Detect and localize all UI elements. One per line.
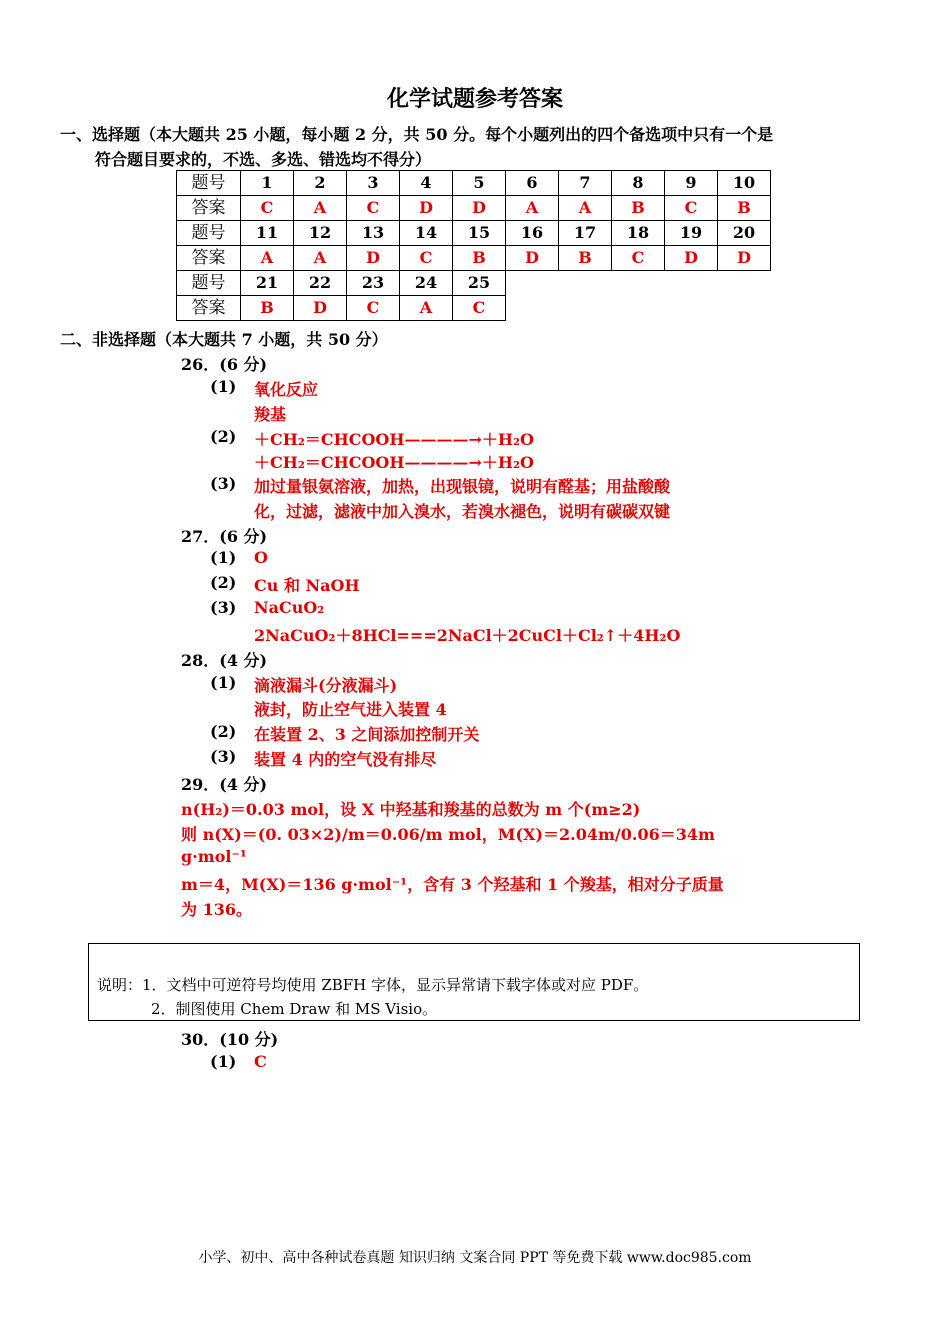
q28-part1-answer-a: 滴液漏斗(分液漏斗) bbox=[254, 676, 398, 695]
q26-part2-answer-b: ＋CH₂＝CHCOOH————→＋H₂O bbox=[254, 453, 534, 472]
note-line2: 2．制图使用 Chem Draw 和 MS Visio。 bbox=[151, 1000, 438, 1018]
empty-cell bbox=[559, 271, 612, 296]
q28-part2-label: (2) bbox=[210, 722, 237, 741]
page-title: 化学试题参考答案 bbox=[386, 86, 563, 112]
number-cell: 22 bbox=[294, 271, 347, 296]
number-row bbox=[177, 171, 771, 196]
q28-part3-label: (3) bbox=[210, 747, 237, 766]
number-cell: 10 bbox=[718, 171, 771, 196]
q28-title: 28．(4 分) bbox=[181, 651, 268, 670]
answer-cell: C bbox=[612, 246, 665, 271]
empty-cell bbox=[559, 296, 612, 321]
answer-cell: D bbox=[506, 246, 559, 271]
number-cell: 5 bbox=[453, 171, 506, 196]
answer-label-cell: 答案 bbox=[177, 246, 241, 271]
q29-line2: 则 n(X)＝(0. 03×2)/m＝0.06/m mol，M(X)＝2.04m/0.06＝34m bbox=[181, 825, 715, 844]
answer-cell: D bbox=[453, 196, 506, 221]
number-cell: 1 bbox=[241, 171, 294, 196]
number-cell: 4 bbox=[400, 171, 453, 196]
answer-table bbox=[176, 170, 771, 321]
answer-cell: A bbox=[559, 196, 612, 221]
q27-title: 27．(6 分) bbox=[181, 527, 268, 546]
answer-row bbox=[177, 296, 771, 321]
q29-line4: m＝4，M(X)＝136 g·mol⁻¹，含有 3 个羟基和 1 个羧基，相对分子质量 bbox=[181, 875, 724, 894]
number-cell: 3 bbox=[347, 171, 400, 196]
q26-part1-answer-a: 氧化反应 bbox=[254, 380, 319, 399]
number-cell: 20 bbox=[718, 221, 771, 246]
q26-part2-answer-a: ＋CH₂＝CHCOOH————→＋H₂O bbox=[254, 430, 534, 449]
q27-part3-answer-b: 2NaCuO₂＋8HCl===2NaCl＋2CuCl＋Cl₂↑＋4H₂O bbox=[254, 626, 681, 645]
answer-cell: A bbox=[294, 196, 347, 221]
number-cell: 21 bbox=[241, 271, 294, 296]
number-row bbox=[177, 271, 771, 296]
empty-cell bbox=[718, 271, 771, 296]
q26-part3-answer-b: 化，过滤，滤液中加入溴水，若溴水褪色，说明有碳碳双键 bbox=[254, 502, 671, 521]
q26-part1-answer-b: 羧基 bbox=[254, 405, 287, 424]
answer-cell: D bbox=[294, 296, 347, 321]
answer-cell: B bbox=[559, 246, 612, 271]
q30-part1-answer: C bbox=[254, 1052, 267, 1071]
number-cell: 13 bbox=[347, 221, 400, 246]
number-cell: 25 bbox=[453, 271, 506, 296]
number-label-cell: 题号 bbox=[177, 271, 241, 296]
answer-cell: D bbox=[665, 246, 718, 271]
note-box bbox=[88, 943, 860, 1021]
note-line1: 说明：1．文档中可逆符号均使用 ZBFH 字体，显示异常请下载字体或对应 PDF。 bbox=[97, 976, 649, 994]
answer-label-cell: 答案 bbox=[177, 196, 241, 221]
answer-cell: A bbox=[506, 196, 559, 221]
q28-part1-label: (1) bbox=[210, 673, 237, 692]
q27-part1-label: (1) bbox=[210, 548, 237, 567]
q27-part1-answer: O bbox=[254, 548, 268, 567]
answer-row bbox=[177, 246, 771, 271]
answer-cell: C bbox=[347, 296, 400, 321]
q30-part1-label: (1) bbox=[210, 1052, 237, 1071]
q28-part2-answer: 在装置 2、3 之间添加控制开关 bbox=[254, 725, 480, 744]
answer-cell: C bbox=[241, 196, 294, 221]
number-cell: 17 bbox=[559, 221, 612, 246]
section1-heading-line2: 符合题目要求的，不选、多选、错选均不得分） bbox=[95, 150, 432, 169]
number-cell: 8 bbox=[612, 171, 665, 196]
number-label-cell: 题号 bbox=[177, 221, 241, 246]
q29-line3: g·mol⁻¹ bbox=[181, 847, 247, 866]
empty-cell bbox=[612, 271, 665, 296]
answer-cell: C bbox=[347, 196, 400, 221]
footer: 小学、初中、高中各种试卷真题 知识归纳 文案合同 PPT 等免费下载 www.doc985.com bbox=[198, 1250, 752, 1266]
number-cell: 24 bbox=[400, 271, 453, 296]
q29-title: 29．(4 分) bbox=[181, 775, 268, 794]
empty-cell bbox=[506, 296, 559, 321]
answer-cell: C bbox=[453, 296, 506, 321]
q27-part3-answer-a: NaCuO₂ bbox=[254, 598, 325, 617]
answer-cell: B bbox=[612, 196, 665, 221]
number-cell: 14 bbox=[400, 221, 453, 246]
number-cell: 19 bbox=[665, 221, 718, 246]
answer-cell: B bbox=[241, 296, 294, 321]
answer-cell: A bbox=[241, 246, 294, 271]
q28-part3-answer: 装置 4 内的空气没有排尽 bbox=[254, 750, 437, 769]
q26-part3-label: (3) bbox=[210, 474, 237, 493]
empty-cell bbox=[665, 271, 718, 296]
answer-cell: A bbox=[400, 296, 453, 321]
empty-cell bbox=[665, 296, 718, 321]
q28-part1-answer-b: 液封，防止空气进入装置 4 bbox=[254, 700, 447, 719]
number-cell: 15 bbox=[453, 221, 506, 246]
q26-part1-label: (1) bbox=[210, 377, 237, 396]
answer-label-cell: 答案 bbox=[177, 296, 241, 321]
q27-part2-label: (2) bbox=[210, 573, 237, 592]
number-label-cell: 题号 bbox=[177, 171, 241, 196]
q26-title: 26．(6 分) bbox=[181, 355, 268, 374]
number-cell: 7 bbox=[559, 171, 612, 196]
answer-cell: B bbox=[453, 246, 506, 271]
answer-row bbox=[177, 196, 771, 221]
answer-cell: D bbox=[347, 246, 400, 271]
q27-part2-answer: Cu 和 NaOH bbox=[254, 576, 360, 595]
number-cell: 23 bbox=[347, 271, 400, 296]
answer-cell: D bbox=[718, 246, 771, 271]
empty-cell bbox=[718, 296, 771, 321]
answer-cell: B bbox=[718, 196, 771, 221]
q27-part3-label: (3) bbox=[210, 598, 237, 617]
number-cell: 2 bbox=[294, 171, 347, 196]
q26-part2-label: (2) bbox=[210, 427, 237, 446]
empty-cell bbox=[612, 296, 665, 321]
q26-part3-answer-a: 加过量银氨溶液，加热，出现银镜，说明有醛基；用盐酸酸 bbox=[254, 477, 671, 496]
section2-heading: 二、非选择题（本大题共 7 小题，共 50 分） bbox=[60, 330, 388, 349]
q29-line5: 为 136。 bbox=[181, 900, 252, 919]
number-cell: 16 bbox=[506, 221, 559, 246]
answer-cell: D bbox=[400, 196, 453, 221]
number-cell: 12 bbox=[294, 221, 347, 246]
section1-heading-line1: 一、选择题（本大题共 25 小题，每小题 2 分，共 50 分。每个小题列出的四个备选项中只有一个是 bbox=[60, 125, 774, 144]
number-row bbox=[177, 221, 771, 246]
number-cell: 18 bbox=[612, 221, 665, 246]
answer-cell: C bbox=[665, 196, 718, 221]
q29-line1: n(H₂)＝0.03 mol，设 X 中羟基和羧基的总数为 m 个(m≥2) bbox=[181, 800, 641, 819]
number-cell: 6 bbox=[506, 171, 559, 196]
q30-title: 30．(10 分) bbox=[181, 1030, 279, 1049]
answer-cell: A bbox=[294, 246, 347, 271]
number-cell: 11 bbox=[241, 221, 294, 246]
answer-cell: C bbox=[400, 246, 453, 271]
empty-cell bbox=[506, 271, 559, 296]
number-cell: 9 bbox=[665, 171, 718, 196]
